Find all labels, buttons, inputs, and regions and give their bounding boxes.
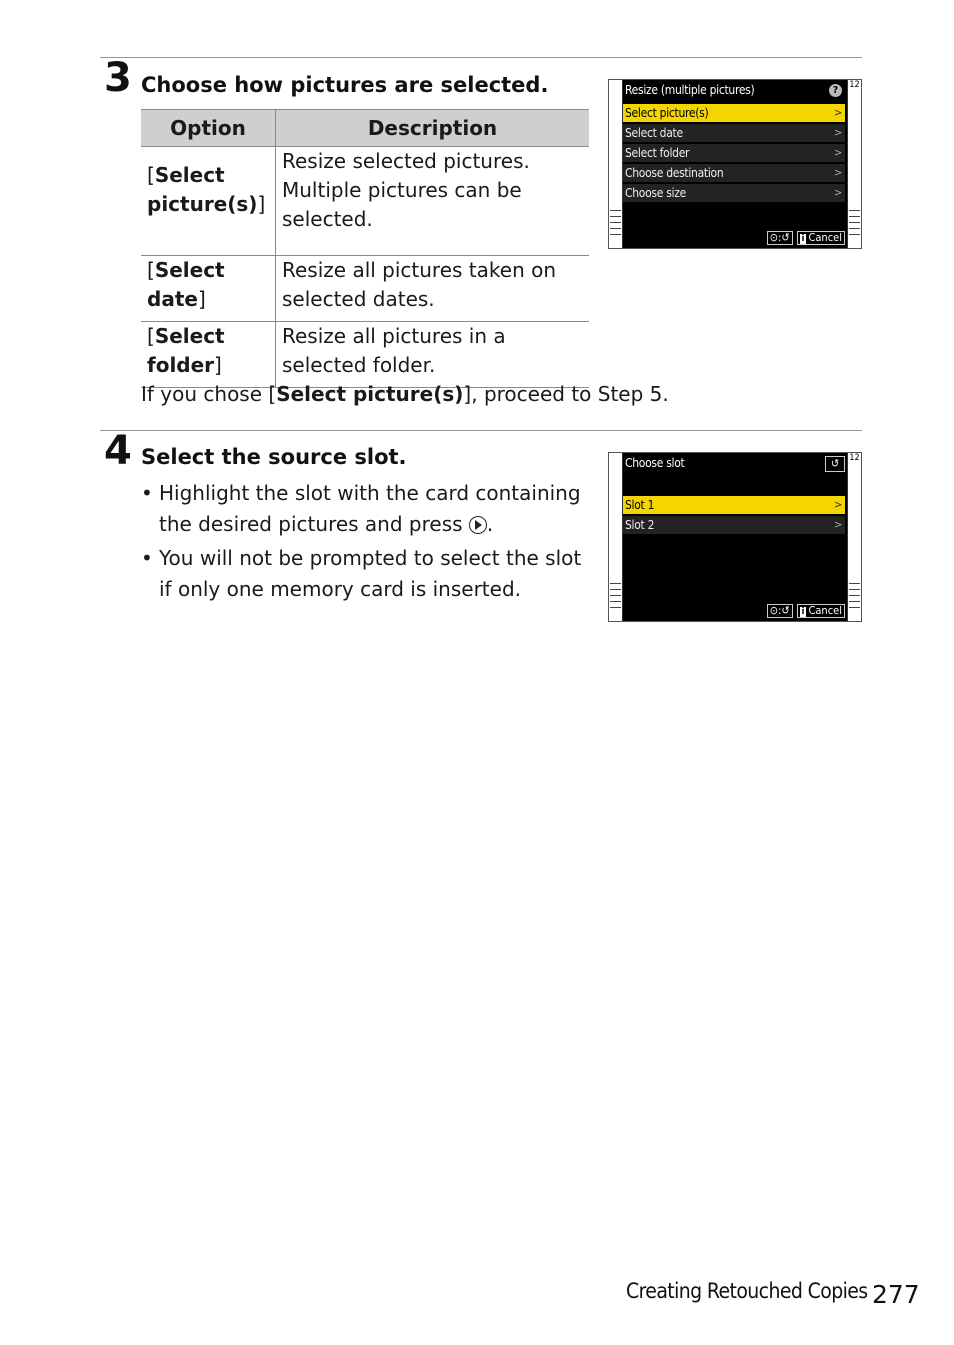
screen-footer	[767, 231, 845, 245]
screen-title: Resize (multiple pictures)	[625, 83, 755, 97]
menu-item-choose-size[interactable]: Choose size >	[623, 184, 845, 202]
screen-footer	[767, 604, 845, 618]
chevron-right-icon: >	[834, 186, 842, 199]
table-row	[141, 147, 589, 256]
screen-scrollbar-right	[847, 453, 861, 621]
option-cell: [Select date]	[141, 256, 276, 322]
footer-cancel-hint: i Cancel	[797, 604, 845, 618]
chevron-right-icon: >	[834, 146, 842, 159]
menu-item-choose-destination[interactable]: Choose destination >	[623, 164, 845, 182]
table-header-row	[141, 110, 589, 147]
step3-rule	[100, 57, 862, 58]
table-row	[141, 256, 589, 322]
list-item: • You will not be prompted to select the slot if only one memory card is inserted.	[141, 543, 591, 605]
table-row	[141, 322, 589, 388]
menu-item-select-date[interactable]: Select date >	[623, 124, 845, 142]
table-header-description: Description	[276, 110, 590, 147]
chevron-right-icon: >	[834, 106, 842, 119]
chevron-right-icon: >	[834, 518, 842, 531]
menu-item-slot-1[interactable]: Slot 1 >	[623, 496, 845, 514]
card-slot-indicator: 12	[849, 80, 860, 90]
multi-selector-right-icon	[469, 516, 487, 534]
option-cell: [Select folder]	[141, 322, 276, 388]
back-icon[interactable]: ↺	[825, 456, 845, 472]
i-button-icon: i	[801, 607, 805, 617]
list-item: • Highlight the slot with the card containing the desired pictures and press .	[141, 478, 591, 540]
description-cell: Resize all pictures taken on selected dates.	[276, 256, 590, 322]
page-number: 277	[872, 1280, 920, 1309]
option-cell: [Select picture(s)]	[141, 147, 276, 256]
section-footer: Creating Retouched Copies	[626, 1279, 868, 1303]
step4-title: Select the source slot.	[141, 445, 407, 469]
step4-number: 4	[104, 428, 132, 474]
step3-note: If you chose [Select picture(s)], proceed to Step 5.	[141, 382, 669, 406]
step4-rule	[100, 430, 862, 431]
chevron-right-icon: >	[834, 126, 842, 139]
step4-bullets	[141, 478, 591, 608]
screen-scrollbar-left	[609, 453, 623, 621]
card-slot-indicator: 12	[849, 453, 860, 463]
question-icon: ?	[829, 84, 842, 97]
camera-screen-choose-slot	[608, 452, 862, 622]
description-cell: Resize selected pictures. Multiple pictures can be selected.	[276, 147, 590, 256]
screen-scrollbar-right	[847, 80, 861, 248]
screen-title: Choose slot	[625, 456, 685, 470]
footer-back-hint: ⊙:↺	[767, 604, 793, 618]
menu-item-slot-2[interactable]: Slot 2 >	[623, 516, 845, 534]
menu-item-select-pictures[interactable]: Select picture(s) >	[623, 104, 845, 122]
step3-title: Choose how pictures are selected.	[141, 73, 549, 97]
screen-scrollbar-left	[609, 80, 623, 248]
options-table	[141, 109, 589, 388]
i-button-icon: i	[801, 234, 805, 244]
chevron-right-icon: >	[834, 498, 842, 511]
footer-cancel-hint: i Cancel	[797, 231, 845, 245]
menu-item-select-folder[interactable]: Select folder >	[623, 144, 845, 162]
step3-number: 3	[104, 55, 132, 101]
footer-back-hint: ⊙:↺	[767, 231, 793, 245]
description-cell: Resize all pictures in a selected folder.	[276, 322, 590, 388]
camera-screen-resize-menu	[608, 79, 862, 249]
table-header-option: Option	[141, 110, 276, 147]
chevron-right-icon: >	[834, 166, 842, 179]
